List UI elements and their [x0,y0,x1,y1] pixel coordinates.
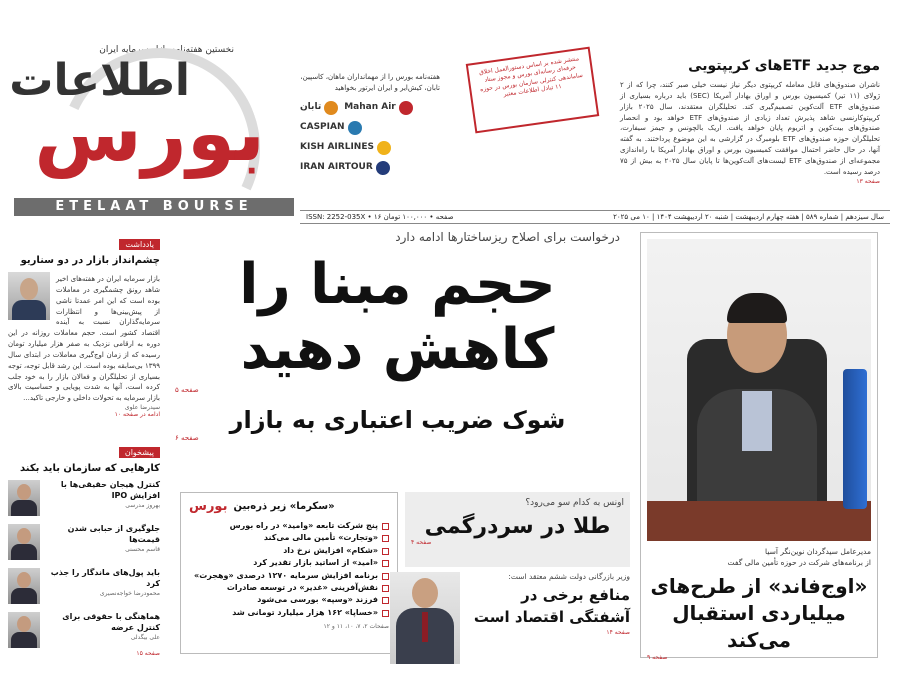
list-item[interactable]: «خساپا» ۱۶۲ هزار میلیارد تومانی شد [189,607,389,619]
main-story[interactable] [175,230,620,442]
pishkhan-column [8,440,160,657]
tagline: نخستین هفته‌نامه بازار سرمایه ایران [99,45,234,55]
sub-headline[interactable]: شوک ضریب اعتباری به بازار [229,405,566,434]
list-item[interactable] [8,480,160,518]
brand-caspian: CASPIAN [300,121,362,135]
sekrema-title: «سکرما» زیر ذره‌بین [233,501,335,512]
list-item-avatar [8,524,40,560]
list-item-title[interactable]: باید پول‌های ماندگار را جذب کرد [50,568,160,588]
feature-box[interactable] [640,232,878,661]
list-item-title[interactable]: جلوگیری از حبابی شدن قیمت‌ها [67,524,160,544]
minister-box[interactable] [390,572,630,662]
logo-ettelaat: اطلاعات [9,55,190,106]
kish-logo-icon [377,141,391,155]
main-headline-pageref: صفحه ۵ [175,385,199,394]
pishkhan-title: کارهایی که سازمان باید بکند [20,463,160,474]
editorial-body: بازار سرمایه ایران در هفته‌های اخیر شاهد رونق چشمگیری در معاملات بوده است که این امر عمدتا ناشی از پیش‌بینی‌ها و انتظارات سرمایه‌گذاران نسبت به آینده اقتصاد کشور است. حجم معاملات روزانه در این دوره به ارقامی نزدیک به صفر هزار میلیارد تومان رسیده که از زمان اوج‌گیری معاملات در ابتدای سال ۱۳۹۹ بی‌سابقه بوده است. این رشد قابل توجه، توجه بسیاری از تحلیلگران و فعالان بازار را به خود جلب کرده است، آنها به شدت پویایی و حساسیت بالای بازار سرمایه به تحولات داخلی و خارجی تاکید... [8,275,160,403]
top-story-body: ناشران صندوق‌های قابل معامله کریپتوی دیگر نیاز نیست خیلی صبر کنند، چرا که از ۲ ژولای (۱۱ تیر) کمیسیون بورس و اوراق بهادار آمریکا (SEC) باید درباره بسیاری از صندوق‌های ETF آلت‌کوین تصمیم‌گیری کند. تحلیلگران معتقدند، سال ۲۰۲۵ بازار کریپتوکارنسی شاهد پذیرش تعداد زیادی از صندوق‌های ETF خواهد بود و انحصار صندوق‌های بیت‌کوین و اتریوم پایان خواهد یافت. اریک بالچونس و جیمز سیفارت، تحلیلگران حوزه صندوق‌های ETF بلومبرگ در گزارشی به این موضوع پرداختند. به گفته آنها، در حال حاضر احتمال موافقت کمیسیون بورس و اوراق بهادار آمریکا با راه‌اندازی مجموعه‌ای از صندوق‌های ETF لیست‌های آلت‌کوین‌ها تا پایان سال ۲۰۲۵ به بیش از ۷۵ درصد رسیده است. [620,81,880,176]
approval-stamp: منتشر شده بر اساس دستورالعمل اخلاق حرفه‌ای رسانه‌ای بورس و مجوز ستاد ساماندهی کنترلی سازمان بورس در حوزه ۱۱ تبادل اطلاعات معتبر [466,47,600,134]
taban-logo-icon [324,101,338,115]
checkbox-icon [382,585,389,592]
list-item-avatar [8,568,40,604]
brand-iran-airtour: IRAN AIRTOUR [300,161,390,175]
dateline-issn: ISSN: 2252-035X • ۱۶ صفحه • ۱۰۰,۰۰۰ تومان [306,213,454,221]
author-avatar [8,272,50,320]
checkbox-icon [382,560,389,567]
editorial-pageref: ادامه در صفحه ۱۰ [114,411,160,419]
list-item-author: علی بیگدلی [130,633,160,641]
list-item-author: محمودرضا خواجه‌نصیری [99,589,160,597]
list-item-avatar [8,612,40,648]
gold-kicker: اونس به کدام سو می‌رود؟ [525,498,624,508]
dateline-issue: سال سیزدهم | شماره ۵۸۹ | هفته چهارم اردیبهشت | شنبه ۲۰ اردیبهشت ۱۴۰۴ | ۱۰ می ۲۰۲۵ [613,213,884,221]
gold-title[interactable]: طلا در سردرگمی [424,514,611,539]
brand-kish: KISH AIRLINES [300,141,391,155]
section-tag-pishkhan: پیشخوان [119,447,160,458]
list-item[interactable]: «امید» از اساتید بازار تقدیر کرد [189,557,389,569]
sekrema-list [189,520,389,619]
main-headline-line-1[interactable]: حجم مبنا را [239,252,556,317]
minister-text [464,572,630,636]
list-item-title[interactable]: کنترل هیجان حقیقی‌ها با افزایش IPO [60,480,160,500]
checkbox-icon [382,523,389,530]
main-headline-line-2[interactable]: کاهش دهید [240,316,555,382]
checkbox-icon [382,573,389,580]
sub-headline-pageref: صفحه ۶ [175,433,199,442]
section-tag-editorial: یادداشت [119,239,160,250]
feature-caption-line-1: مدیرعامل سیدگردان نوین‌نگر آسیا [765,547,871,556]
editorial-column[interactable] [8,232,160,418]
brand-mahan: Mahan Air [344,101,413,115]
caspian-logo-icon [348,121,362,135]
feature-caption-line-2: از برنامه‌های شرکت در حوزه تأمین مالی گفت [727,557,871,567]
sekrema-header [189,499,389,514]
list-item[interactable]: نقش‌آفرینی «غدیر» در توسعه صادرات [189,582,389,594]
list-item[interactable] [8,568,160,606]
list-item-author: بهروز مدرسی [125,501,160,509]
feature-pageref: صفحه ۹ [647,653,668,661]
minister-kicker: وزیر بازرگانی دولت ششم معتقد است: [508,572,630,581]
sekrema-logo: بورس [189,499,228,514]
checkbox-icon [382,610,389,617]
feature-photo [647,239,871,541]
feature-caption [647,547,871,569]
top-story-pageref: صفحه ۱۳ [856,177,880,185]
logo-latin: ETELAAT BOURSE [14,198,294,216]
list-item-author: قاسم محسنی [125,545,160,553]
mahan-logo-icon [399,101,413,115]
main-kicker: درخواست برای اصلاح ریزساختارها ادامه دارد [395,230,620,244]
minister-photo [390,572,460,664]
editorial-author: سیدرضا علوی [124,404,160,412]
pishkhan-pageref: صفحه ۱۵ [136,650,160,657]
list-item[interactable] [8,612,160,650]
checkbox-icon [382,548,389,555]
checkbox-icon [382,597,389,604]
flag-icon [843,369,867,509]
list-item[interactable]: برنامه افزایش سرمایه ۱۲۷۰ درصدی «وهجرت» [189,570,389,582]
checkbox-icon [382,535,389,542]
gold-box[interactable] [405,492,630,567]
list-item[interactable]: «شکام» افزایش نرخ داد [189,545,389,557]
top-story-title[interactable]: موج جدید ETFهای کریپتویی [688,58,880,74]
logo-bourse: بورس [34,89,265,179]
iran-airtour-logo-icon [376,161,390,175]
editorial-title[interactable]: چشم‌انداز بازار در دو سناریو [20,255,160,266]
sponsor-text: هفته‌نامه بورس را از مهمانداران ماهان، کاسپین، تابان، کیش‌ایر و ایران ایرتور بخواهید [300,73,440,92]
brand-taban: تابان [300,101,338,115]
sponsor-block [300,72,440,175]
list-item[interactable] [8,524,160,562]
gold-pageref: صفحه ۴ [411,539,432,546]
dateline [300,210,890,224]
minister-title[interactable]: منافع برخی در آشفتگی اقتصاد است [473,586,630,626]
masthead [0,0,900,214]
list-item[interactable]: فرزند «وسپه» بورسی می‌شود [189,594,389,606]
sekrema-pages: صفحات ۲، ۷، ۱۰، ۱۱ و ۱۲ [323,623,389,631]
list-item[interactable]: پنج شرکت تابعه «وامید» در راه بورس [189,520,389,532]
list-item[interactable]: «وتجارت» تأمین مالی می‌کند [189,532,389,544]
list-item-title[interactable]: هماهنگی با حقوقی برای کنترل عرضه [62,612,160,632]
sekrema-box [180,492,398,654]
feature-headline[interactable]: «اوج‌فاند» از طرح‌های میلیاردی استقبال می‌کند [650,573,868,652]
top-story[interactable] [620,58,880,185]
minister-pageref: صفحه ۱۴ [606,628,630,636]
list-item-avatar [8,480,40,516]
